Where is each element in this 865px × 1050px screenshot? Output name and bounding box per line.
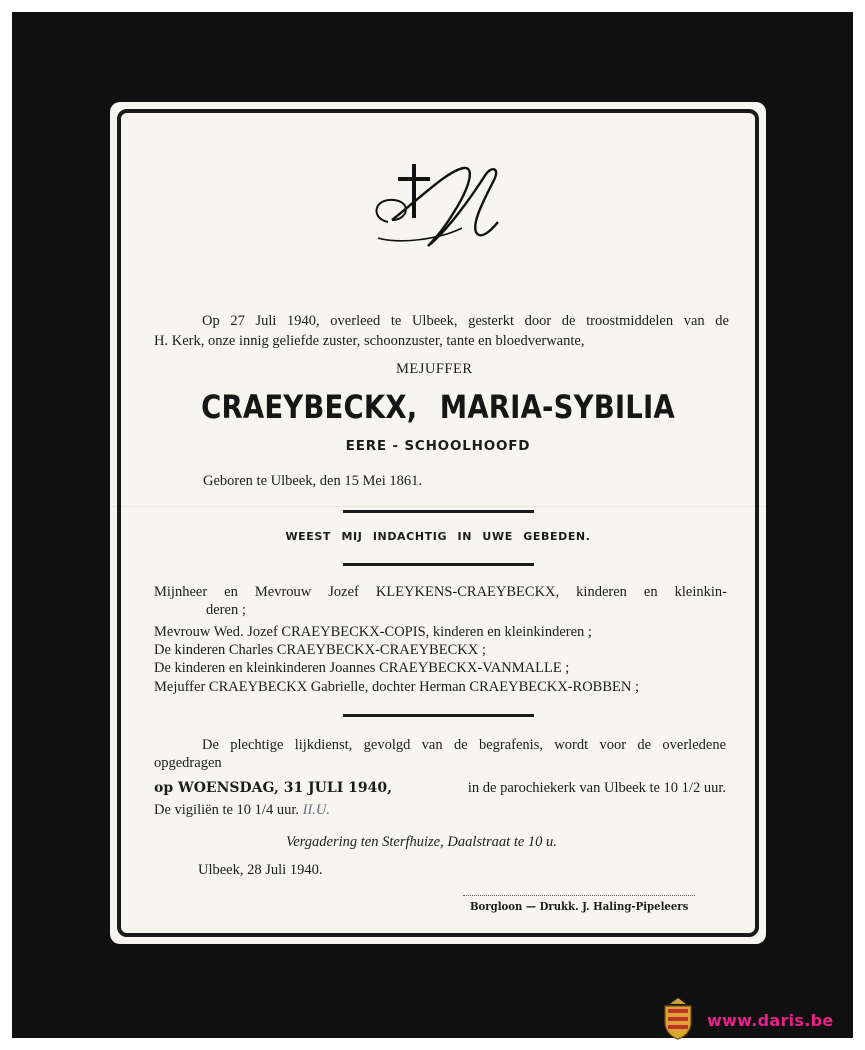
service-line-1: De plechtige lijkdienst, gevolgd van de begrafenis, wordt voor de overledene [202,737,726,753]
honorific: MEJUFFER [396,361,473,377]
place-date: Ulbeek, 28 Juli 1940. [198,862,323,878]
service-day: op WOENSDAG, 31 JULI 1940, [154,780,392,796]
mourner-line: Mevrouw Wed. Jozef CRAEYBECKX-COPIS, kinderen en kleinkinderen ; [154,624,592,640]
mourner-line: Mejuffer CRAEYBECKX Gabrielle, dochter Herman CRAEYBECKX-ROBBEN ; [154,679,640,695]
birth-line: Geboren te Ulbeek, den 15 Mei 1861. [203,473,423,489]
divider-middle [343,563,534,566]
printer-dotted-line [463,895,695,896]
deceased-name [156,388,720,426]
vigil-text: De vigiliën te 10 1/4 uur. [154,802,299,818]
surname: CRAEYBECKX, [201,388,418,426]
gathering-line: Vergadering ten Sterfhuize, Daalstraat te 10 u. [286,834,557,850]
printer-credit: Borgloon — Drukk. J. Haling-Pipeleers [470,900,689,913]
handwritten-note: II.U. [302,802,330,818]
fold-line [110,506,766,507]
service-location: in de parochiekerk van Ulbeek te 10 1/2 uur. [467,780,726,796]
service-date-line [154,779,726,797]
prayer-line: WEEST MIJ INDACHTIG IN UWE GEBEDEN. [285,530,591,543]
service-line-2: opgedragen [154,755,222,771]
watermark-url[interactable]: www.daris.be [707,1011,834,1030]
mourner-line: De kinderen Charles CRAEYBECKX-CRAEYBECKX ; [154,642,486,658]
deceased-title: EERE - SCHOOLHOOFD [345,438,531,454]
vigil-line [154,801,330,819]
memorial-card [110,102,766,944]
mourner-line: De kinderen en kleinkinderen Joannes CRAEYBECKX-VANMALLE ; [154,660,570,676]
cross-monogram-icon [368,160,518,252]
mourner-line: Mijnheer en Mevrouw Jozef KLEYKENS-CRAEYBECKX, kinderen en kleinkin- [154,584,727,600]
mourner-line: deren ; [206,602,246,618]
given-names: MARIA-SYBILIA [439,388,675,426]
intro-line-1: Op 27 Juli 1940, overleed te Ulbeek, gesterkt door de troostmiddelen van de [202,313,729,329]
divider-top [343,510,534,513]
intro-line-2: H. Kerk, onze innig geliefde zuster, schoonzuster, tante en bloedverwante, [154,333,585,349]
coat-of-arms-icon [662,996,694,1040]
divider-bottom [343,714,534,717]
